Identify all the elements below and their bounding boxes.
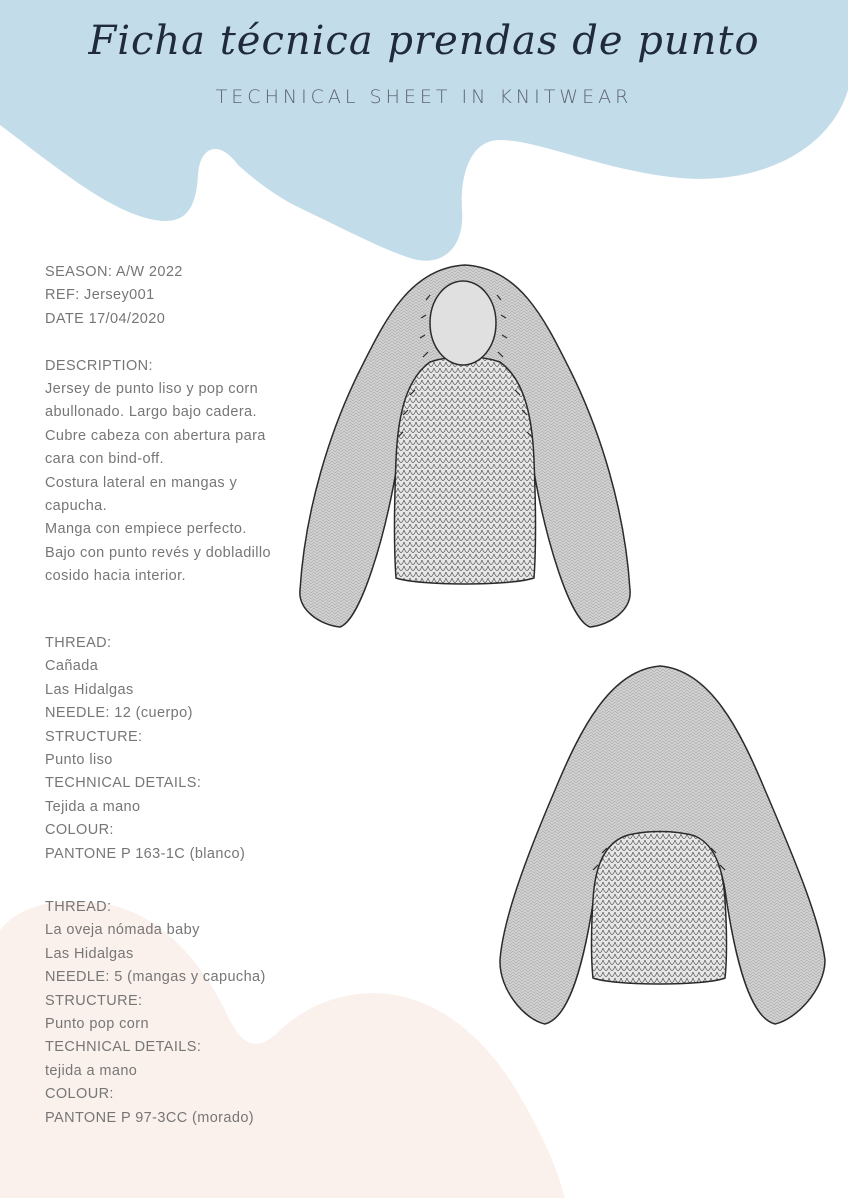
description-line: Manga con empiece perfecto. [45, 521, 247, 538]
thread-label: THREAD: [45, 635, 112, 651]
structure-value: Punto liso [45, 752, 113, 769]
sweater-body [395, 357, 536, 584]
sweater-back-view [495, 660, 830, 1030]
colour-value: PANTONE P 97-3CC (morado) [45, 1109, 255, 1126]
description-line: Jersey de punto liso y pop corn [45, 381, 259, 398]
description-line: cara con bind-off. [45, 451, 164, 468]
ref-text: REF: Jersey001 [45, 287, 155, 304]
thread-name: La oveja nómada baby [45, 922, 200, 939]
spec-info-block [45, 261, 305, 589]
description-line: capucha. [45, 498, 108, 515]
page-subtitle: TECHNICAL SHEET IN KNITWEAR [215, 86, 633, 108]
colour-value: PANTONE P 163-1C (blanco) [45, 845, 246, 862]
thread-brand: Las Hidalgas [45, 945, 134, 962]
details-label: TECHNICAL DETAILS: [45, 775, 202, 792]
season-text: SEASON: A/W 2022 [45, 264, 183, 280]
details-value: Tejida a mano [45, 798, 141, 815]
description-heading: DESCRIPTION: [45, 357, 153, 374]
description-line: cosido hacia interior. [45, 568, 186, 585]
description-line: abullonado. Largo bajo cadera. [45, 404, 257, 421]
structure-label: STRUCTURE: [45, 992, 143, 1009]
needle-text: NEEDLE: 12 (cuerpo) [45, 705, 193, 722]
thread-1-block [45, 632, 305, 866]
thread-brand: Las Hidalgas [45, 681, 134, 698]
sweater-front-view [290, 260, 640, 635]
structure-value: Punto pop corn [45, 1016, 149, 1033]
thread-name: Cañada [45, 658, 99, 675]
description-line: Costura lateral en mangas y [45, 474, 238, 491]
description-line: Cubre cabeza con abertura para [45, 427, 266, 444]
sweater-body-back [592, 832, 727, 985]
thread-label: THREAD: [45, 899, 112, 915]
structure-label: STRUCTURE: [45, 728, 143, 745]
date-text: DATE 17/04/2020 [45, 310, 166, 327]
details-label: TECHNICAL DETAILS: [45, 1039, 202, 1056]
face-opening [430, 281, 496, 365]
colour-label: COLOUR: [45, 1086, 114, 1103]
description-line: Bajo con punto revés y dobladillo [45, 544, 272, 561]
details-value: tejida a mano [45, 1062, 138, 1079]
page-title: Ficha técnica prendas de punto [88, 18, 760, 64]
colour-label: COLOUR: [45, 822, 114, 839]
needle-text: NEEDLE: 5 (mangas y capucha) [45, 969, 266, 986]
thread-2-block [45, 896, 305, 1130]
